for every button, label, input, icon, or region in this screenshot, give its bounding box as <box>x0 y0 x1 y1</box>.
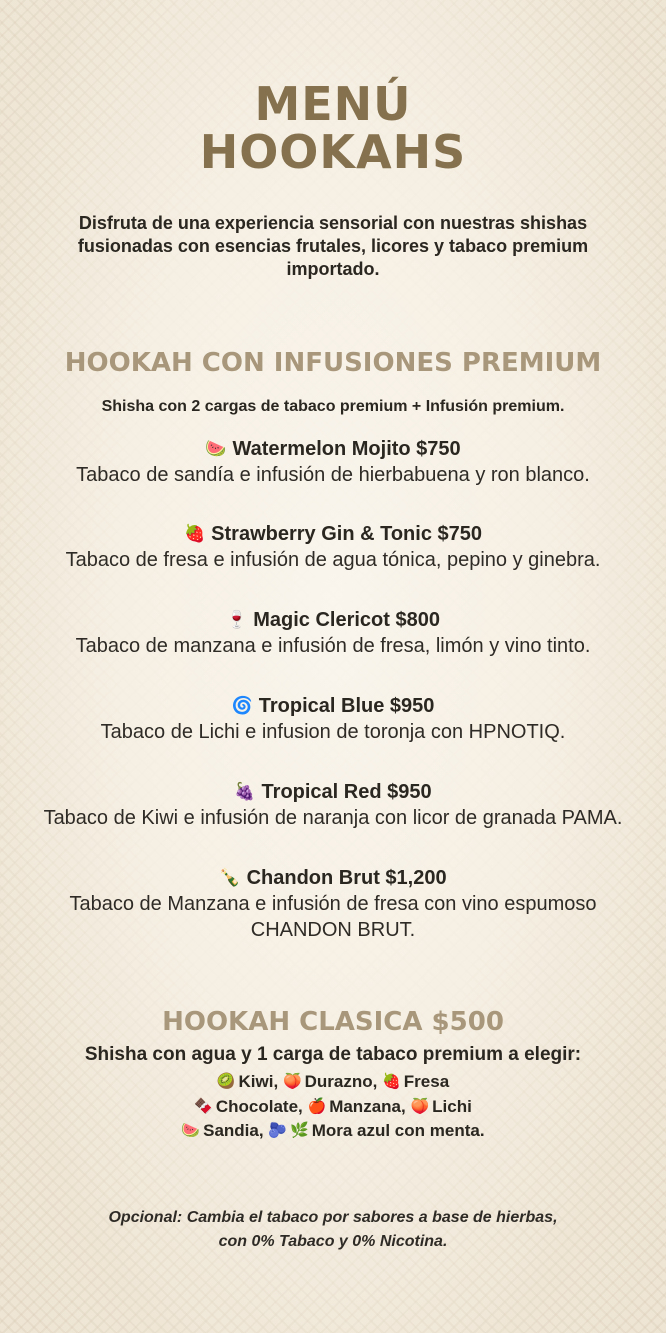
menu-item <box>40 866 626 943</box>
champagne-bottle-icon: 🍾 <box>219 868 241 888</box>
menu-item-name: Tropical Red $950 <box>261 781 432 803</box>
cyclone-icon: 🌀 <box>231 696 253 716</box>
chocolate-icon: 🍫 <box>194 1097 213 1115</box>
menu-item <box>10 694 656 745</box>
mint-leaf-icon: 🌿 <box>290 1121 309 1139</box>
menu-item-description: Tabaco de manzana e infusión de fresa, limón y vino tinto. <box>75 635 591 657</box>
flavor-item: 🍉 Sandia, <box>181 1121 264 1140</box>
flavor-item: 🍑 Durazno, <box>282 1072 378 1091</box>
flavor-item: 🍓 Fresa <box>382 1072 450 1091</box>
menu-item-description: Tabaco de sandía e infusión de hierbabuena y ron blanco. <box>76 464 590 486</box>
flavor-item: 🥝 Kiwi, <box>216 1072 279 1091</box>
menu-item <box>10 437 656 488</box>
kiwi-icon: 🥝 <box>216 1072 236 1090</box>
menu-item-name: Tropical Blue $950 <box>258 695 435 717</box>
wine-glass-icon: 🍷 <box>226 610 248 630</box>
intro-text: Disfruta de una experiencia sensorial con nuestras shishas fusionadas con esencias frutales, licores y tabaco premium importado. <box>77 213 589 279</box>
menu-item-description: Tabaco de Kiwi e infusión de naranja con licor de granada PAMA. <box>43 807 623 829</box>
premium-section-heading: HOOKAH CON INFUSIONES PREMIUM <box>64 348 602 378</box>
peach-icon: 🍑 <box>282 1072 302 1090</box>
strawberry-icon: 🍓 <box>382 1072 401 1090</box>
watermelon-icon: 🍉 <box>181 1121 201 1139</box>
optional-note-line-2: con 0% Tabaco y 0% Nicotina. <box>218 1233 448 1250</box>
flavor-line <box>0 1070 666 1093</box>
flavor-item: 🍑 Lichi <box>410 1097 472 1116</box>
premium-section-subtitle: Shisha con 2 cargas de tabaco premium + Infusión premium. <box>101 398 565 415</box>
menu-item-description: Tabaco de Lichi e infusion de toronja con HPNOTIQ. <box>100 721 566 743</box>
menu-item-description: Tabaco de Manzana e infusión de fresa con vino espumoso CHANDON BRUT. <box>69 893 597 941</box>
menu-item <box>10 522 656 573</box>
menu-item <box>10 608 656 659</box>
strawberry-icon: 🍓 <box>183 524 206 544</box>
menu-item-name: Magic Clericot $800 <box>253 609 440 631</box>
watermelon-icon: 🍉 <box>205 439 227 459</box>
menu-title-line-2: HOOKAHS <box>199 125 467 179</box>
blueberry-icon: 🫐 <box>268 1121 287 1139</box>
menu-item-name: Chandon Brut $1,200 <box>246 867 447 889</box>
flavor-line <box>0 1119 666 1142</box>
menu-title-line-1: MENÚ <box>254 77 412 131</box>
menu-item <box>10 780 656 831</box>
apple-icon: 🍎 <box>307 1097 327 1115</box>
flavor-item: 🍎 Manzana, <box>307 1097 406 1116</box>
classic-section-subtitle: Shisha con agua y 1 carga de tabaco premium a elegir: <box>84 1044 582 1065</box>
flavor-item: 🫐 🌿 Mora azul con menta. <box>268 1121 485 1140</box>
pomegranate-icon: 🍇 <box>234 782 256 802</box>
menu-item-name: Strawberry Gin & Tonic $750 <box>211 523 482 545</box>
optional-note-line-1: Opcional: Cambia el tabaco por sabores a base de hierbas, <box>108 1209 558 1226</box>
classic-section-heading: HOOKAH CLASICA $500 <box>162 1007 504 1037</box>
optional-note <box>40 1206 626 1254</box>
lychee-icon: 🍑 <box>410 1097 430 1115</box>
menu-item-name: Watermelon Mojito $750 <box>232 438 461 460</box>
menu-title <box>0 77 666 179</box>
menu-item-description: Tabaco de fresa e infusión de agua tónica, pepino y ginebra. <box>65 549 601 571</box>
flavor-item: 🍫 Chocolate, <box>194 1097 303 1116</box>
flavor-line <box>0 1095 666 1118</box>
